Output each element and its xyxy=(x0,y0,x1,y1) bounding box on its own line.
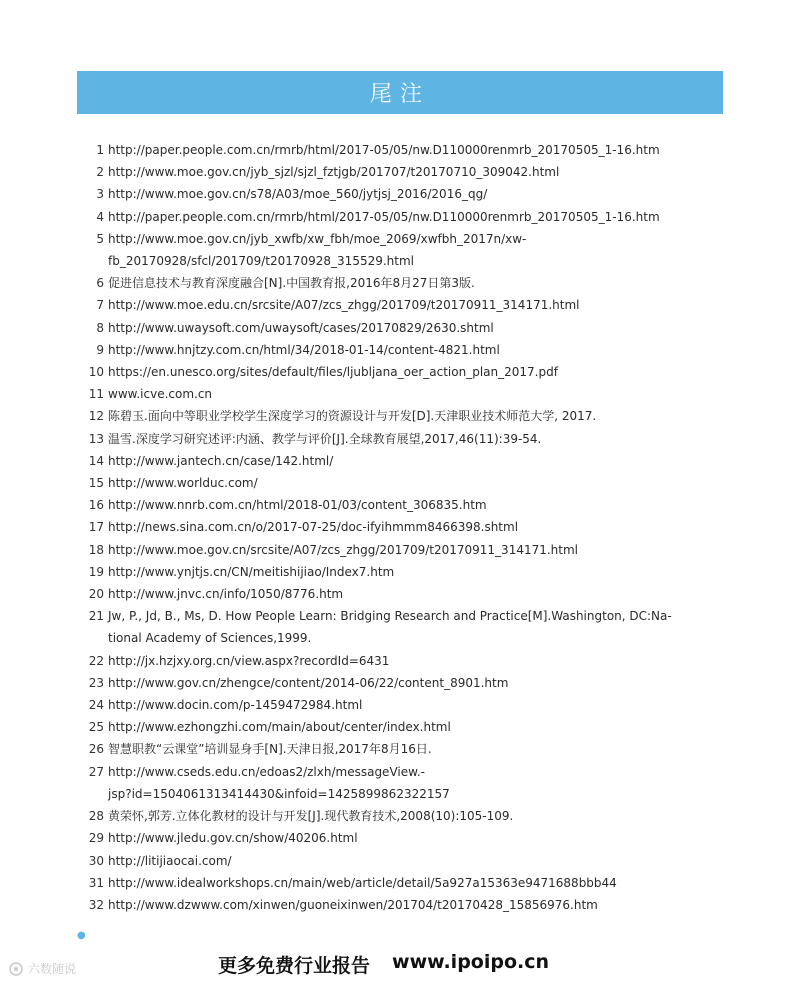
endnote-item xyxy=(78,694,723,716)
endnote-line: http://www.nnrb.com.cn/html/2018-01/03/content_306835.htm xyxy=(108,498,487,513)
endnote-line: http://paper.people.com.cn/rmrb/html/2017-05/05/nw.D110000renmrb_20170505_1-16.htm xyxy=(108,209,660,224)
endnote-number: 25 xyxy=(88,720,104,735)
endnote-line: http://www.jnvc.cn/info/1050/8776.htm xyxy=(108,587,344,602)
endnote-text[interactable] xyxy=(104,561,723,583)
endnote-item xyxy=(78,206,723,228)
endnote-text[interactable] xyxy=(104,738,723,760)
endnote-item xyxy=(78,361,723,383)
endnote-number: 19 xyxy=(88,564,104,579)
endnote-number: 5 xyxy=(96,231,104,246)
endnote-text[interactable] xyxy=(104,317,723,339)
endnote-item xyxy=(78,583,723,605)
endnote-number: 13 xyxy=(88,431,104,446)
endnote-line: http://www.moe.gov.cn/jyb_sjzl/sjzl_fztjgb/201707/t20170710_309042.html xyxy=(108,165,560,180)
endnote-item xyxy=(78,894,723,916)
endnote-text[interactable] xyxy=(104,405,723,427)
endnotes-list xyxy=(78,139,723,916)
endnote-line: jsp?id=1504061313414430&infoid=1425899862322157 xyxy=(108,786,450,801)
endnote-number: 11 xyxy=(88,387,104,402)
endnote-line: http://www.dzwww.com/xinwen/guoneixinwen/201704/t20170428_15856976.htm xyxy=(108,897,598,912)
endnote-text[interactable] xyxy=(104,383,723,405)
endnote-line: http://www.moe.gov.cn/s78/A03/moe_560/jytjsj_2016/2016_qg/ xyxy=(108,187,488,202)
endnote-number: 1 xyxy=(96,143,104,157)
endnote-item xyxy=(78,605,723,649)
endnote-line: http://www.moe.edu.cn/srcsite/A07/zcs_zhgg/201709/t20170911_314171.html xyxy=(108,298,580,313)
endnote-text[interactable] xyxy=(104,761,723,805)
endnote-item xyxy=(78,761,723,805)
endnote-item xyxy=(78,561,723,583)
endnote-text[interactable] xyxy=(104,339,723,361)
endnote-number: 26 xyxy=(88,742,104,757)
endnote-line: fb_20170928/sfcl/201709/t20170928_315529.html xyxy=(108,254,415,269)
endnote-number: 22 xyxy=(88,653,104,668)
endnote-text[interactable] xyxy=(104,605,723,649)
endnote-item xyxy=(78,450,723,472)
endnote-line: Jw, P., Jd, B., Ms, D. How People Learn: Bridging Research and Practice[M].Washington, DC:Na- xyxy=(108,609,672,624)
endnote-number: 4 xyxy=(96,209,104,224)
endnote-item xyxy=(78,494,723,516)
endnote-line: http://www.worlduc.com/ xyxy=(108,476,258,491)
watermark-text: 六数随说 xyxy=(28,962,77,976)
endnote-number: 21 xyxy=(88,609,104,624)
page-title: 尾注 xyxy=(369,82,430,107)
endnote-line: 陈碧玉.面向中等职业学校学生深度学习的资源设计与开发[D].天津职业技术师范大学, 2017. xyxy=(108,409,597,424)
endnote-number: 3 xyxy=(96,187,104,202)
endnote-line: 智慧职教“云课堂”培训显身手[N].天津日报,2017年8月16日. xyxy=(108,742,432,757)
endnote-text[interactable] xyxy=(104,850,723,872)
endnote-number: 30 xyxy=(88,853,104,868)
endnote-item xyxy=(78,472,723,494)
endnote-text[interactable] xyxy=(104,361,723,383)
endnote-number: 32 xyxy=(88,897,104,912)
endnote-line: 促进信息技术与教育深度融合[N].中国教育报,2016年8月27日第3版. xyxy=(108,276,475,291)
endnote-number: 7 xyxy=(96,298,104,313)
endnote-item xyxy=(78,139,723,161)
promo-text: 更多免费行业报告 xyxy=(218,955,371,977)
endnote-text[interactable] xyxy=(104,672,723,694)
endnote-number: 28 xyxy=(88,809,104,824)
endnote-item xyxy=(78,539,723,561)
endnote-text[interactable] xyxy=(104,650,723,672)
endnote-item xyxy=(78,872,723,894)
endnote-line: www.icve.com.cn xyxy=(108,387,213,402)
endnote-text[interactable] xyxy=(104,183,723,205)
endnote-item xyxy=(78,850,723,872)
endnote-number: 31 xyxy=(88,875,104,890)
promo-line xyxy=(218,951,549,978)
endnote-item xyxy=(78,405,723,427)
endnote-number: 2 xyxy=(96,165,104,180)
endnote-number: 6 xyxy=(96,276,104,291)
endnote-item xyxy=(78,183,723,205)
endnote-text[interactable] xyxy=(104,450,723,472)
endnote-text[interactable] xyxy=(104,539,723,561)
endnote-item xyxy=(78,672,723,694)
endnote-line: http://www.cseds.edu.cn/edoas2/zlxh/messageView.- xyxy=(108,764,425,779)
endnote-text[interactable] xyxy=(104,272,723,294)
endnote-item xyxy=(78,317,723,339)
endnote-item xyxy=(78,272,723,294)
endnote-text[interactable] xyxy=(104,228,723,272)
endnote-number: 14 xyxy=(88,453,104,468)
endnote-line: http://news.sina.com.cn/o/2017-07-25/doc-ifyihmmm8466398.shtml xyxy=(108,520,519,535)
endnote-line: http://www.jantech.cn/case/142.html/ xyxy=(108,453,334,468)
endnote-line: http://paper.people.com.cn/rmrb/html/2017-05/05/nw.D110000renmrb_20170505_1-16.htm xyxy=(108,143,660,157)
endnote-line: http://www.uwaysoft.com/uwaysoft/cases/20170829/2630.shtml xyxy=(108,320,494,335)
endnotes-banner xyxy=(77,71,723,114)
promo-url[interactable]: www.ipoipo.cn xyxy=(392,951,550,973)
endnote-line: 黄荣怀,郭芳.立体化教材的设计与开发[J].现代教育技术,2008(10):105-109. xyxy=(108,809,514,824)
endnote-line: http://www.jledu.gov.cn/show/40206.html xyxy=(108,831,358,846)
endnote-text[interactable] xyxy=(104,206,723,228)
endnote-number: 24 xyxy=(88,698,104,713)
endnote-line: http://www.ynjtjs.cn/CN/meitishijiao/Index7.htm xyxy=(108,564,395,579)
endnote-line: tional Academy of Sciences,1999. xyxy=(108,631,312,646)
endnote-line: http://www.gov.cn/zhengce/content/2014-06/22/content_8901.htm xyxy=(108,675,509,690)
endnote-item xyxy=(78,805,723,827)
footer-left-cropped: ● xyxy=(77,930,86,940)
endnote-number: 29 xyxy=(88,831,104,846)
endnote-number: 10 xyxy=(88,365,104,380)
endnote-text[interactable] xyxy=(104,472,723,494)
endnote-text[interactable] xyxy=(104,161,723,183)
endnote-line: http://www.moe.gov.cn/srcsite/A07/zcs_zhgg/201709/t20170911_314171.html xyxy=(108,542,579,557)
endnote-line: http://www.docin.com/p-1459472984.html xyxy=(108,698,363,713)
endnote-text[interactable] xyxy=(104,139,723,161)
endnote-text[interactable] xyxy=(104,694,723,716)
endnote-text[interactable] xyxy=(104,872,723,894)
endnote-number: 9 xyxy=(96,342,104,357)
endnote-number: 23 xyxy=(88,675,104,690)
endnote-number: 20 xyxy=(88,587,104,602)
endnote-item xyxy=(78,738,723,760)
endnote-item xyxy=(78,339,723,361)
endnote-text[interactable] xyxy=(104,827,723,849)
endnote-line: http://www.moe.gov.cn/jyb_xwfb/xw_fbh/moe_2069/xwfbh_2017n/xw- xyxy=(108,231,527,246)
endnote-text[interactable] xyxy=(104,494,723,516)
endnote-item xyxy=(78,383,723,405)
watermark xyxy=(8,960,76,977)
endnote-number: 16 xyxy=(88,498,104,513)
endnote-line: https://en.unesco.org/sites/default/files/ljubljana_oer_action_plan_2017.pdf xyxy=(108,365,558,380)
endnote-item xyxy=(78,228,723,272)
endnote-text[interactable] xyxy=(104,716,723,738)
endnote-number: 27 xyxy=(88,764,104,779)
endnote-text[interactable] xyxy=(104,894,723,916)
endnote-item xyxy=(78,516,723,538)
watermark-logo-icon xyxy=(8,961,24,977)
endnote-item xyxy=(78,716,723,738)
endnote-line: http://litijiaocai.com/ xyxy=(108,853,232,868)
endnote-item xyxy=(78,161,723,183)
endnote-text[interactable] xyxy=(104,294,723,316)
endnote-number: 18 xyxy=(88,542,104,557)
page-footer-cropped xyxy=(77,930,723,940)
endnote-item xyxy=(78,428,723,450)
endnote-item xyxy=(78,650,723,672)
endnote-text[interactable] xyxy=(104,516,723,538)
endnote-number: 15 xyxy=(88,476,104,491)
endnote-text[interactable] xyxy=(104,583,723,605)
endnote-line: http://www.idealworkshops.cn/main/web/article/detail/5a927a15363e9471688bbb44 xyxy=(108,875,617,890)
endnote-number: 17 xyxy=(88,520,104,535)
endnote-number: 8 xyxy=(96,320,104,335)
endnote-number: 12 xyxy=(88,409,104,424)
endnote-line: http://www.ezhongzhi.com/main/about/center/index.html xyxy=(108,720,451,735)
endnote-text[interactable] xyxy=(104,428,723,450)
endnote-line: http://www.hnjtzy.com.cn/html/34/2018-01-14/content-4821.html xyxy=(108,342,500,357)
endnote-line: 温雪.深度学习研究述评:内涵、教学与评价[J].全球教育展望,2017,46(11):39-54. xyxy=(108,431,542,446)
endnote-item xyxy=(78,294,723,316)
endnote-item xyxy=(78,827,723,849)
endnote-text[interactable] xyxy=(104,805,723,827)
endnote-line: http://jx.hzjxy.org.cn/view.aspx?recordId=6431 xyxy=(108,653,390,668)
